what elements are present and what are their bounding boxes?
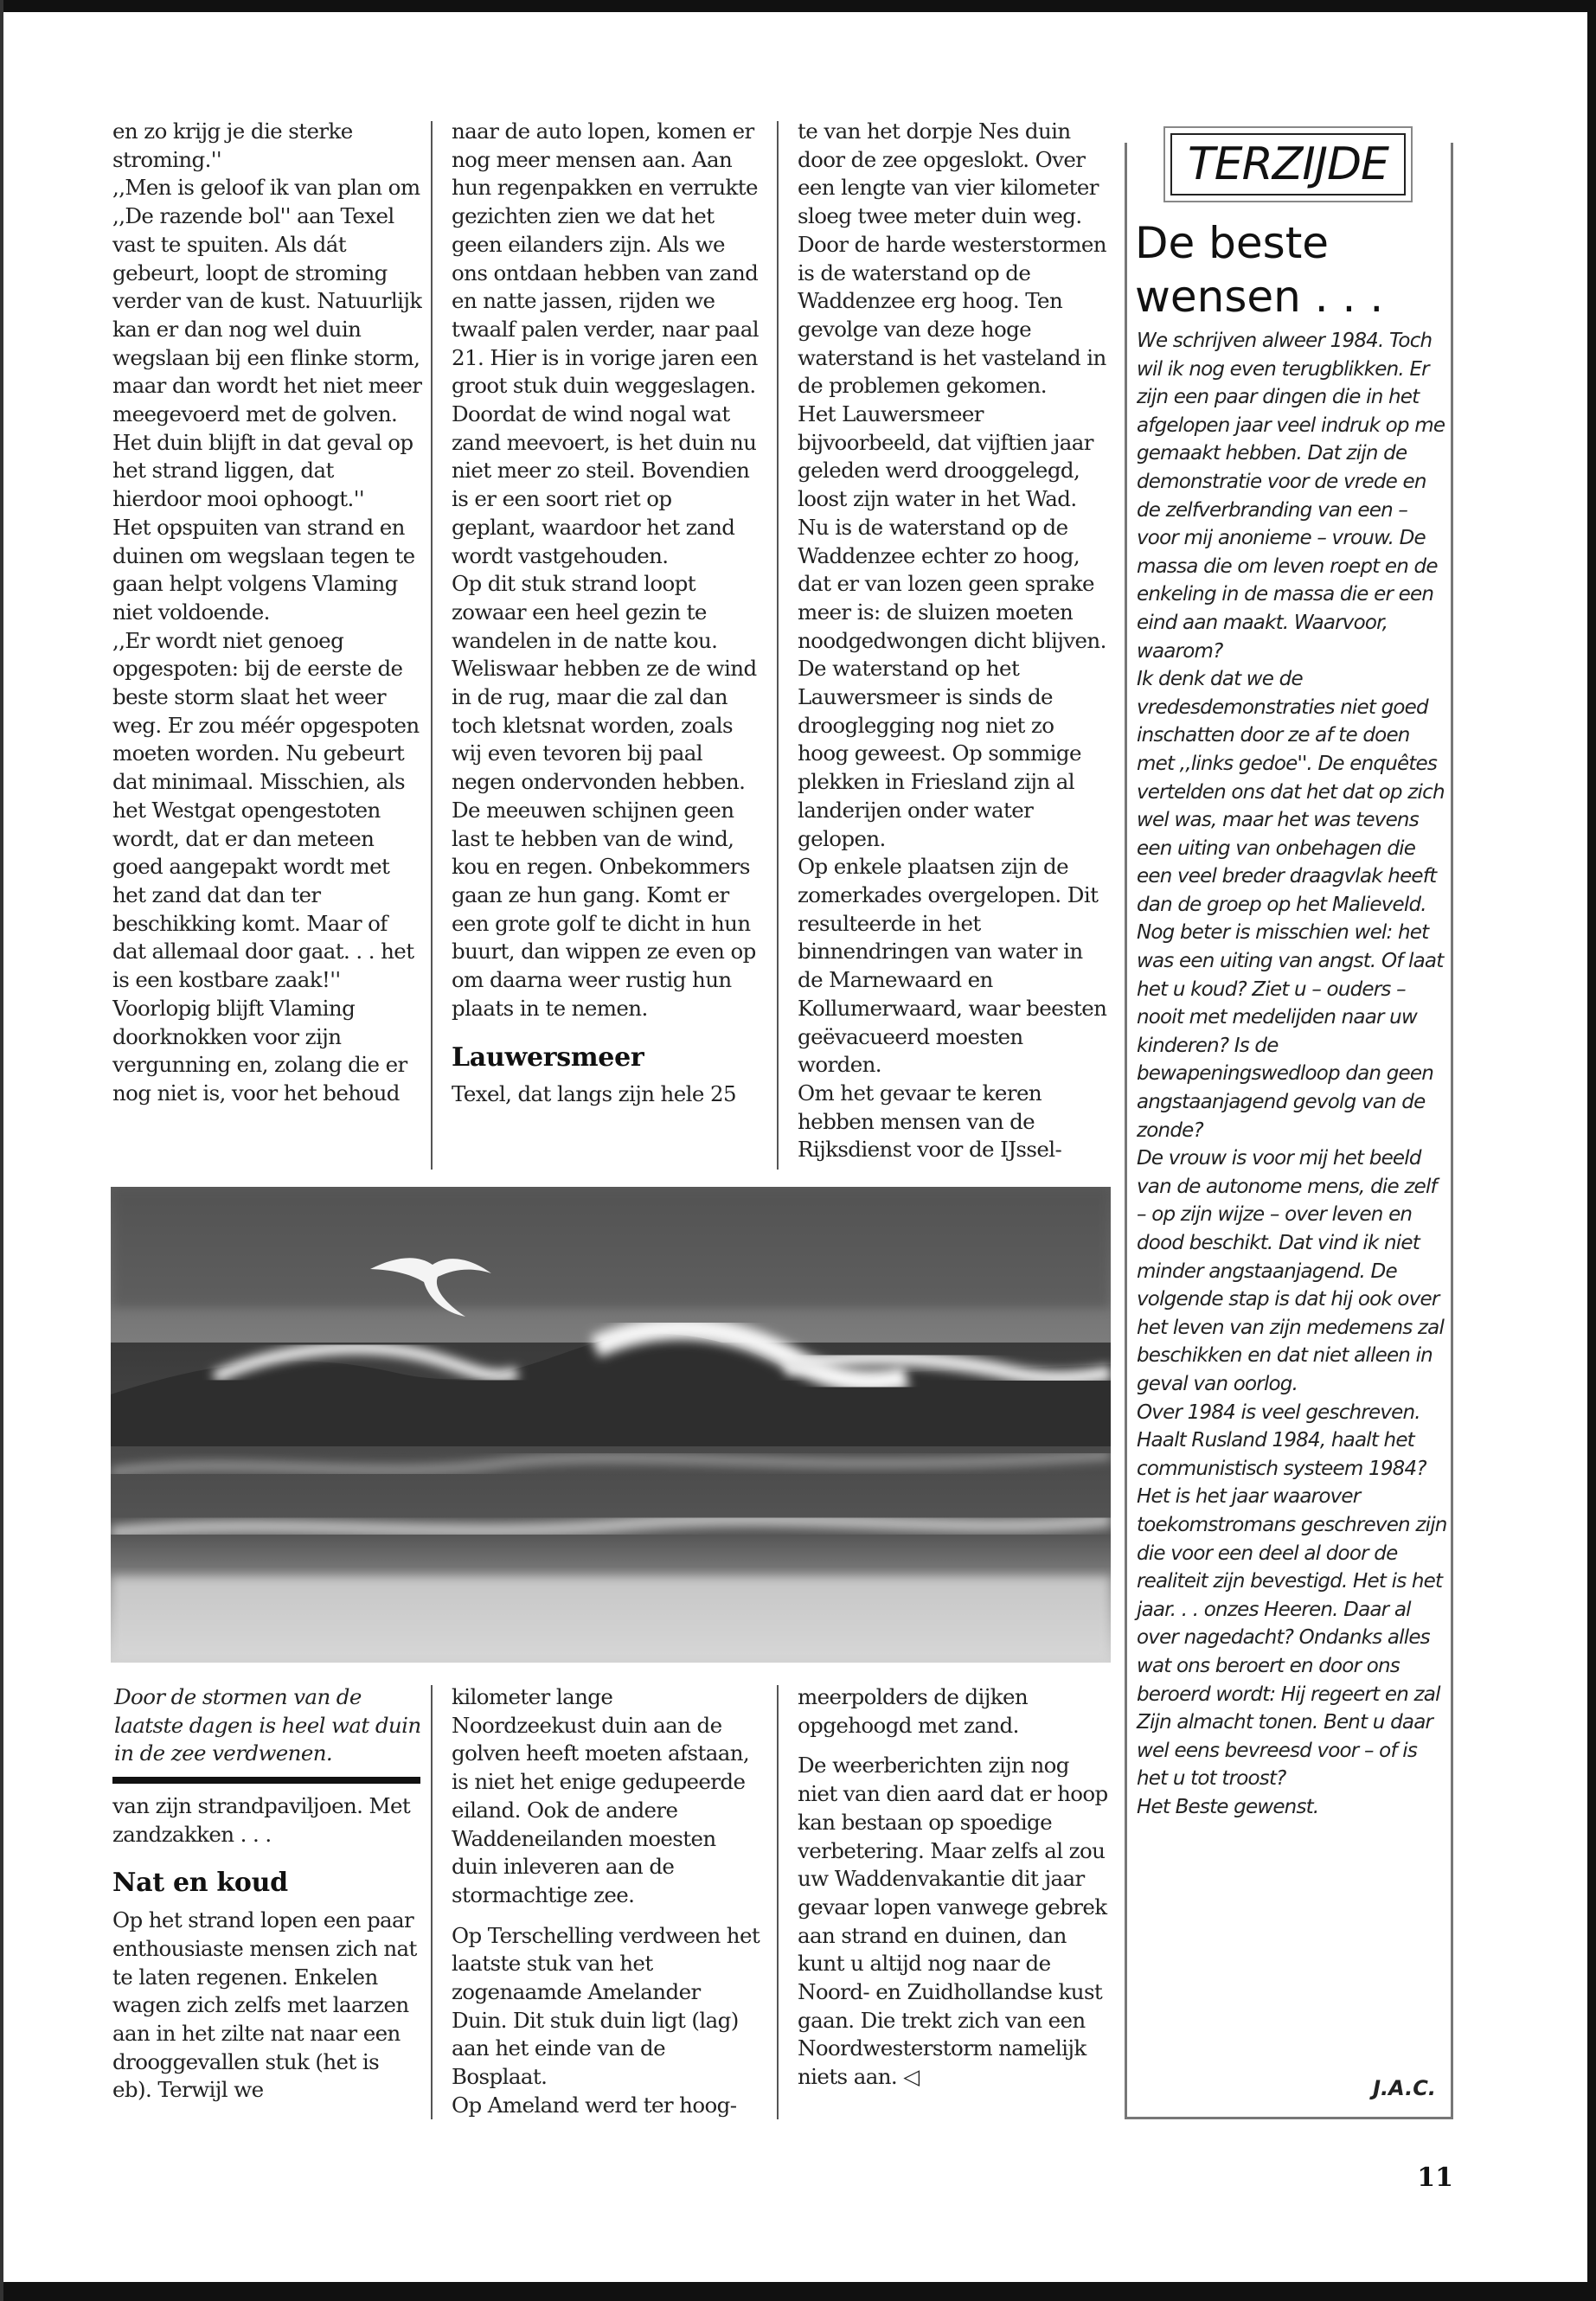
paragraph: Op dit stuk strand loopt zowaar een heel gezin te wandelen in de natte kou. Weliswaar hebben ze de wind in de rug, maar die zal dan toch kletsnat worden, zoals wij even tevoren bij paal negen ondervonden hebben. De meeuwen schijnen geen last te hebben van de wind, kou en regen. Onbekommers gaan ze hun gang. Komt er een grote golf te dicht in hun buurt, dan wippen ze even op om daarna weer rustig hun plaats in te nemen. (452, 571, 757, 1021)
paragraph: Voorlopig blijft Vlaming doorknokken voor zijn vergunning en, zolang die er nog niet is, voor het behoud (112, 995, 407, 1106)
terzijde-signature: J.A.C. (1373, 2076, 1436, 2100)
paragraph: Over 1984 is veel geschreven. Haalt Rusland 1984, haalt het communistisch systeem 1984? Het is het jaar waarover toekomstromans geschreven zijn die voor een deel al door de realiteit zijn bevestigd. Het is het jaar. . . onzes Heeren. Daar al over nagedacht? Ondanks alles wat ons beroert en door ons beroerd wordt: Hij regeert en zal Zijn almacht tonen. Bent u daar wel eens bevreesd voor – of is het u tot troost? (1137, 1400, 1447, 1791)
paragraph: Om het gevaar te keren hebben mensen van de Rijksdienst voor de IJssel- (798, 1080, 1062, 1163)
subheading-nat-en-koud: Nat en koud (112, 1868, 288, 1899)
column-divider (777, 121, 779, 1170)
paragraph: Op Terschelling verdween het laatste stuk van het zogenaamde Amelander Duin. Dit stuk duin ligt (lag) aan het einde van de Bosplaat. (452, 1922, 760, 2090)
paragraph: en zo krijg je die sterke stroming.'' (112, 119, 353, 172)
terzijde-label: TERZIJDE (1170, 133, 1406, 195)
seagull-waves-image (111, 1187, 1111, 1663)
paragraph: Door de harde westerstormen is de waterstand op de Waddenzee erg hoog. Ten gevolge van deze hoge waterstand is het vasteland in de problemen gekomen. (798, 231, 1106, 399)
page-number: 11 (1417, 2163, 1453, 2193)
terzijde-label-wrap (1126, 119, 1450, 210)
paragraph: kilometer lange Noordzeekust duin aan de golven heeft moeten afstaan, is niet het enige gedupeerde eiland. Ook de andere Waddeneilanden moesten duin inleveren aan de stormachtige zee. (452, 1684, 750, 1907)
paragraph: meerpolders de dijken opgehoogd met zand. (798, 1684, 1029, 1738)
paragraph: Op het strand lopen een paar enthousiaste mensen zich nat te laten regenen. Enkelen wagen zich zelfs met laarzen aan in het zilte nat naar een drooggevallen stuk (het is eb). Terwijl we (112, 1907, 417, 2103)
paragraph: te van het dorpje Nes duin door de zee opgeslokt. Over een lengte van vier kilometer sloeg twee meter duin weg. (798, 119, 1099, 229)
paragraph: De weerberichten zijn nog niet van dien aard dat er hoop kan bestaan op spoedige verbetering. Maar zelfs al zou uw Waddenvakantie dit jaar gevaar lopen vanwege gebrek aan strand en duinen, dan kunt u altijd nog naar de Noord- en Zuidhollandse kust gaan. Die trekt zich van een Noordwesterstorm namelijk niets aan. ◁ (798, 1753, 1108, 2090)
article-column-2-bottom (452, 1683, 761, 2133)
paragraph: De vrouw is voor mij het beeld van de autonome mens, die zelf – op zijn wijze – over leven en dood beschikt. Dat vind ik niet minder angstaanjagend. De volgende stap is dat hij ook over het leven van zijn medemens zal beschikken en dat niet alleen in geval van oorlog. (1137, 1147, 1445, 1395)
photo-caption: Door de stormen van de laatste dagen is heel wat duin in de zee verdwenen. (114, 1684, 421, 1766)
paragraph: Op enkele plaatsen zijn de zomerkades overgelopen. Dit resulteerde in het binnendringen van water in de Marnewaard en Kollumerwaard, waar beesten geëvacueerd moesten worden. (798, 854, 1107, 1078)
paragraph: van zijn strandpaviljoen. Met zandzakken . . . (112, 1793, 411, 1847)
paragraph: Het opspuiten van strand en duinen om wegslaan tegen te gaan helpt volgens Vlaming niet voldoende. (112, 514, 415, 625)
article-column-1-top (112, 118, 422, 1171)
paragraph: We schrijven alweer 1984. Toch wil ik nog even terugblikken. Er zijn een paar dingen die in het afgelopen jaar veel indruk op me gemaakt hebben. Dat zijn de demonstratie voor de vrede en de zelfverbranding van een – voor mij anonieme – vrouw. De massa die om leven roept en de enkeling in de massa die er een eind aan maakt. Waarvoor, waarom? (1137, 330, 1445, 663)
article-column-1-bottom (112, 1792, 422, 2138)
paragraph: Het Lauwersmeer bijvoorbeeld, dat vijftien jaar geleden werd drooggelegd, loost zijn water in het Wad. Nu is de waterstand op de Waddenzee echter zo hoog, dat er van lozen geen sprake meer is: de sluizen moeten noodgedwongen dicht blijven. De waterstand op het Lauwersmeer is sinds de drooglegging nog niet zo hoog geweest. Op sommige plekken in Friesland zijn al landerijen onder water gelopen. (798, 401, 1106, 851)
scan-border-left (0, 0, 3, 2301)
paragraph: naar de auto lopen, komen er nog meer mensen aan. Aan hun regenpakken en verrukte gezichten zien we dat het geen eilanders zijn. Als we ons ontdaan hebben van zand en natte jassen, rijden we twaalf palen verder, naar paal 21. Hier is in vorige jaren een groot stuk duin weggeslagen. Doordat de wind nogal wat zand meevoert, is het duin nu niet meer zo steil. Bovendien is er een soort riet op geplant, waardoor het zand wordt vastgehouden. (452, 119, 759, 568)
subheading-lauwersmeer: Lauwersmeer (452, 1042, 644, 1073)
scan-border-bottom (0, 2282, 1596, 2301)
paragraph: ,,Men is geloof ik van plan om ,,De razende bol'' aan Texel vast te spuiten. Als dát gebeurt, loopt de stroming verder van de kust. Natuurlijk kan er dan nog wel duin wegslaan bij een flinke storm, maar dan wordt het niet meer meegevoerd met de golven. Het duin blijft in dat geval op het strand liggen, dat hierdoor mooi ophoogt.'' (112, 175, 422, 512)
article-column-2-top (452, 118, 761, 1171)
terzijde-body (1137, 327, 1450, 1821)
scan-border-right (1587, 0, 1596, 2301)
terzijde-heading: De beste wensen . . . (1135, 218, 1384, 322)
article-column-3-top (798, 118, 1109, 1171)
caption-rule (112, 1777, 420, 1784)
column-divider (431, 121, 433, 1170)
column-divider (777, 1685, 779, 2119)
column-divider (431, 1685, 433, 2119)
scan-border-top (0, 0, 1596, 12)
article-column-3-bottom (798, 1683, 1109, 2133)
paragraph: Het Beste gewenst. (1137, 1795, 1319, 1818)
paragraph: Ik denk dat we de vredesdemonstraties niet goed inschatten door ze af te doen met ,,links gedoe''. De enquêtes vertelden ons dat het dat op zich wel was, maar het was tevens een uiting van onbehagen die een veel breder draagvlak heeft dan de groep op het Malieveld. Nog beter is misschien wel: het was een uiting van angst. Of laat het u koud? Ziet u – ouders – nooit met medelijden naar uw kinderen? Is de bewapeningswedloop dan geen angstaanjagend gevolg van de zonde? (1137, 668, 1445, 1142)
paragraph: Texel, dat langs zijn hele 25 (452, 1081, 736, 1107)
paragraph: Op Ameland werd ter hoog- (452, 2092, 737, 2118)
storm-sea-photo (111, 1187, 1111, 1663)
paragraph: ,,Er wordt niet genoeg opgespoten: bij de eerste de beste storm slaat het weer weg. Er zou méér opgespoten moeten worden. Nu gebeurt dat minimaal. Misschien, als het Westgat opengestoten wordt, dat er dan meteen goed aangepakt wordt met het zand dat dan ter beschikking komt. Maar of dat allemaal door gaat. . . het is een kostbare zaak!'' (112, 627, 420, 993)
